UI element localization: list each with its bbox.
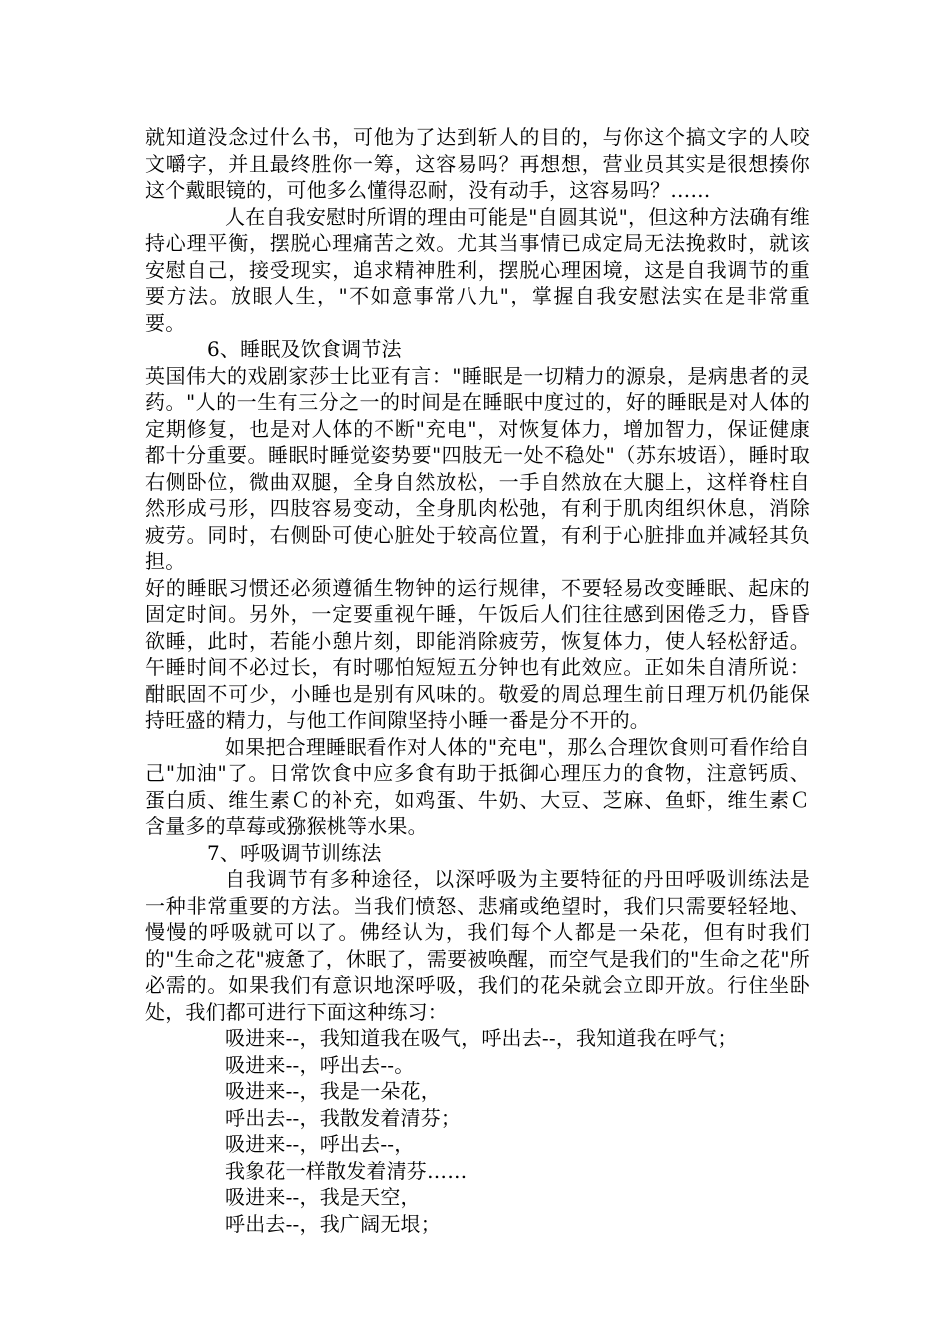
paragraph-self-comfort: 人在自我安慰时所谓的理由可能是"自圆其说"，但这种方法确有维持心理平衡，摆脱心理痛苦之效。尤其当事情已成定局无法挽救时，就该安慰自己，接受现实，追求精神胜利，摆脱心理困境，这是自我调节的重要方法。放眼人生，"不如意事常八九"，掌握自我安慰法实在是非常重要。	[145, 204, 810, 335]
verse-line: 吸进来--，我是天空，	[225, 1185, 421, 1209]
paragraph-breathing-intro: 自我调节有多种途径，以深呼吸为主要特征的丹田呼吸训练法是一种非常重要的方法。当我们愤怒、悲痛或绝望时，我们只需要轻轻地、慢慢的呼吸就可以了。佛经认为，我们每个人都是一朵花，但有时我们的"生命之花"疲惫了，休眠了，需要被唤醒，而空气是我们的"生命之花"所必需的。如果我们有意识地深呼吸，我们的花朵就会立即开放。行住坐卧处，我们都可进行下面这种练习：	[145, 867, 810, 1024]
verse-line: 呼出去--，我广阔无垠；	[225, 1211, 441, 1236]
verse-line: 吸进来--，我是一朵花，	[225, 1079, 441, 1103]
verse-line: 吸进来--，呼出去--，	[225, 1132, 415, 1156]
section-heading-breathing: 7、呼吸调节训练法	[207, 840, 382, 865]
verse-line: 吸进来--，呼出去--。	[225, 1052, 415, 1077]
document-page	[145, 124, 810, 1237]
verse-line: 吸进来--，我知道我在吸气，呼出去--，我知道我在呼气；	[225, 1026, 738, 1050]
verse-line: 我象花一样散发着清芬……	[225, 1158, 468, 1183]
paragraph-ease-of-others: 就知道没念过什么书，可他为了达到斩人的目的，与你这个搞文字的人咬文嚼字，并且最终胜你一筹，这容易吗？再想想，营业员其实是很想揍你这个戴眼镜的，可他多么懂得忍耐，没有动手，这容易吗？……	[145, 125, 810, 202]
section-heading-sleep-diet: 6、睡眠及饮食调节法	[207, 337, 402, 361]
paragraph-diet: 如果把合理睡眠看作对人体的"充电"，那么合理饮食则可看作给自己"加油"了。日常饮食中应多食有助于抵御心理压力的食物，注意钙质、蛋白质、维生素Ｃ的补充，如鸡蛋、牛奶、大豆、芝麻、鱼虾，维生素Ｃ含量多的草莓或猕猴桃等水果。	[145, 734, 810, 838]
verse-line: 呼出去--，我散发着清芬；	[225, 1105, 462, 1130]
paragraph-sleep-habits: 好的睡眠习惯还必须遵循生物钟的运行规律，不要轻易改变睡眠、起床的固定时间。另外，一定要重视午睡，午饭后人们往往感到困倦乏力，昏昏欲睡，此时，若能小憩片刻，即能消除疲劳，恢复体力，使人轻松舒适。午睡时间不必过长，有时哪怕短短五分钟也有此效应。正如朱自清所说：酣眠固不可少，小睡也是别有风味的。敬爱的周总理生前日理万机仍能保持旺盛的精力，与他工作间隙坚持小睡一番是分不开的。	[145, 575, 810, 732]
paragraph-shakespeare-sleep: 英国伟大的戏剧家莎士比亚有言："睡眠是一切精力的源泉，是病患者的灵药。"人的一生有三分之一的时间是在睡眠中度过的，好的睡眠是对人体的定期修复，也是对人体的不断"充电"，对恢复体力，增加智力，保证健康都十分重要。睡眠时睡觉姿势要"四肢无一处不稳处"（苏东坡语），睡时取右侧卧位，微曲双腿，全身自然放松，一手自然放在大腿上，这样脊柱自然形成弓形，四肢容易变动，全身肌肉松弛，有利于肌肉组织休息，消除疲劳。同时，右侧卧可使心脏处于较高位置，有利于心脏排血并减轻其负担。	[145, 363, 810, 573]
